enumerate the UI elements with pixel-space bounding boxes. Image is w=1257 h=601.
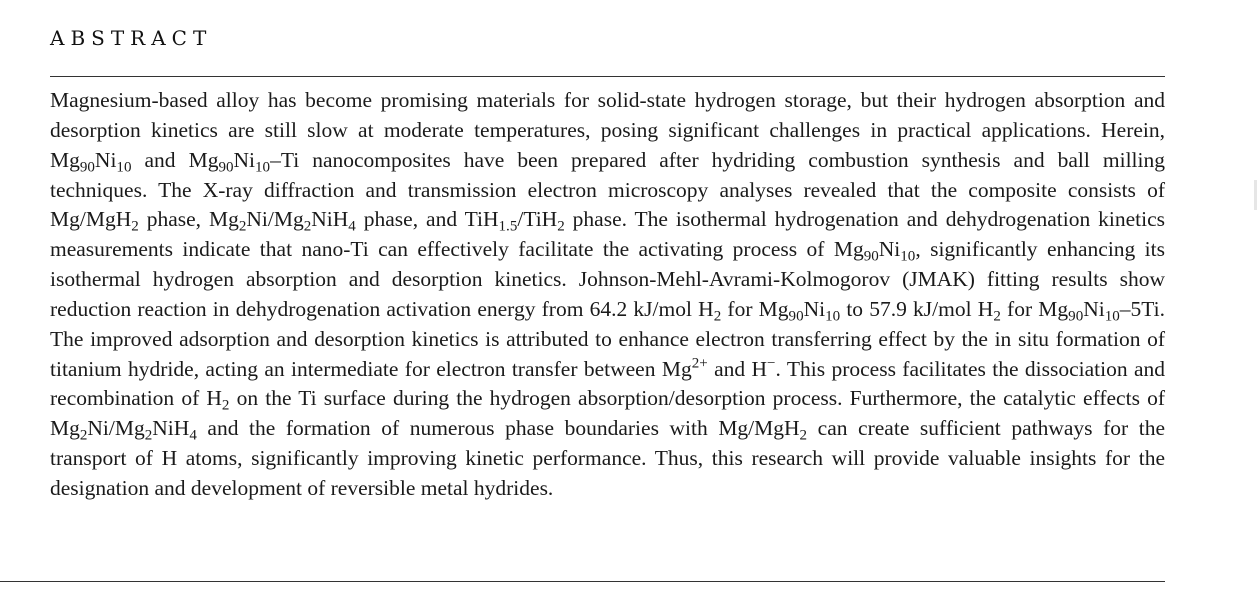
top-divider xyxy=(50,76,1165,77)
bottom-divider xyxy=(0,581,1165,582)
section-heading: ABSTRACT xyxy=(50,26,213,50)
abstract-text: Magnesium-based alloy has become promising materials for solid-state hydrogen storage, but their hydrogen absorption and desorption kinetics are still slow at moderate temperatures, posing significant challenges in practical applications. Herein, $Mg_{90}Ni_{10}$ and $Mg_{90}Ni_{10}-Ti$ nanocomposites have been prepared after hydriding combustion synthesis and ball milling techniques. The X-ray diffraction and transmission electron microscopy analyses revealed that the composite consists of Mg/MgH$_2$ phase, $Mg_2Ni/Mg_2NiH_4$ phase, and TiH$_{1.5}$/TiH$_2$ phase. The isothermal hydrogenation and dehydrogenation kinetics measurements indicate that nano-Ti can effectively facilitate the activating process of $Mg_{90}Ni_{10}$, significantly enhancing its isothermal hydrogen absorption and desorption kinetics. Johnson-Mehl-Avrami-Kolmogorov (JMAK) fitting results show reduction reaction in dehydrogenation activation energy from 64.2 kJ/mol $H_2$ for $Mg_{90}Ni_{10}$ to 57.9 kJ/mol $H_2$ for $Mg_{90}Ni_{10}-5Ti$. The improved adsorption and desorption kinetics is attributed to enhance electron transferring effect by the in situ formation of titanium hydride, acting an intermediate for electron transfer between $Mg^{2+}$ and H−. This process facilitates the dissociation and recombination of $H_2$ on the Ti surface during the hydrogen absorption/desorption process. Furthermore, the catalytic effects of $Mg_2Ni/Mg_2NiH_4$ and the formation of numerous phase boundaries with Mg/MgH$_2$ can create sufficient pathways for the transport of H atoms, significantly improving kinetic performance. Thus, this research will provide valuable insights for the designation and development of reversible metal hydrides. xyxy=(50,88,1166,500)
